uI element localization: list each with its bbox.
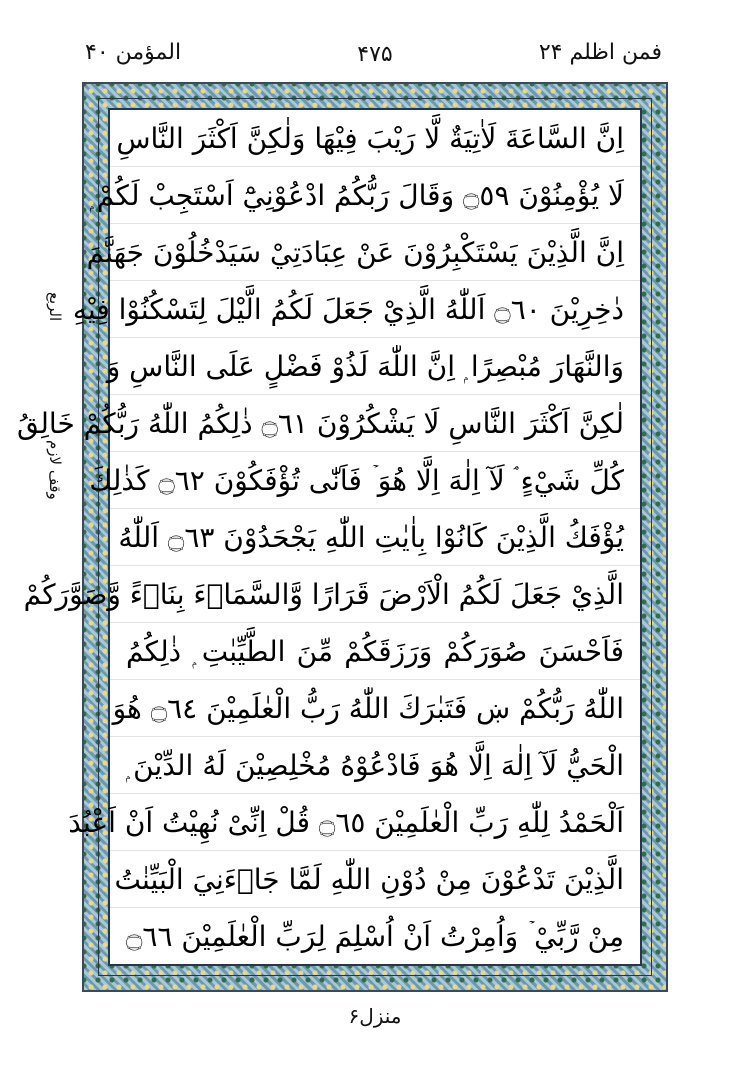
text-line: فَاَحْسَنَ صُوَرَكُمْ وَرَزَقَكُمْ مِّنَ الطَّيِّبٰتِ ۭ ذٰلِكُمُ — [110, 623, 640, 680]
juz-quarter-marker: الربع — [46, 292, 64, 322]
text-line: اللّٰهُ رَبُّكُمْ ښ فَتَبٰرَكَ اللّٰهُ رَبُّ الْعٰلَمِيْنَ ۝٦٤ هُوَ — [110, 680, 640, 737]
page-number: ۴۷۵ — [357, 42, 393, 67]
text-line: لَا يُؤْمِنُوْنَ ۝٥٩ وَقَالَ رَبُّكُمُ ادْعُوْنِيْٓ اَسْتَجِبْ لَكُمْ ۭ — [110, 167, 640, 224]
text-line: الَّذِيْنَ تَدْعُوْنَ مِنْ دُوْنِ اللّٰهِ لَمَّا جَاۗءَنِيَ الْبَيِّنٰتُ — [110, 851, 640, 908]
text-line: لٰكِنَّ اَكْثَرَ النَّاسِ لَا يَشْكُرُوْنَ ۝٦١ ذٰلِكُمُ اللّٰهُ رَبُّكُمْ خَالِقُ — [110, 395, 640, 452]
text-line: اِنَّ السَّاعَةَ لَاٰتِيَةٌ لَّا رَيْبَ فِيْهَا وَلٰكِنَّ اَكْثَرَ النَّاسِ — [110, 110, 640, 167]
surah-header: المؤمن ۴۰ — [85, 40, 182, 65]
text-line: الَّذِيْ جَعَلَ لَكُمُ الْاَرْضَ قَرَارًا وَّالسَّمَاۗءَ بِنَاۗءً وَّصَوَّرَكُمْ — [110, 566, 640, 623]
text-line: مِنْ رَّبِّيْ ۡ وَاُمِرْتُ اَنْ اُسْلِمَ لِرَبِّ الْعٰلَمِيْنَ ۝٦٦ — [126, 920, 624, 953]
text-line: اِنَّ الَّذِيْنَ يَسْتَكْبِرُوْنَ عَنْ عِبَادَتِيْ سَيَدْخُلُوْنَ جَهَنَّمَ — [110, 224, 640, 281]
waqf-marker: وقف لازم — [46, 440, 64, 500]
juz-header: فمن اظلم ۲۴ — [538, 40, 662, 65]
text-line: دٰخِرِيْنَ ۝٦٠ اَللّٰهُ الَّذِيْ جَعَلَ لَكُمُ الَّيْلَ لِتَسْكُنُوْا فِيْهِ — [110, 281, 640, 338]
text-line: وَالنَّهَارَ مُبْصِرًا ۭ اِنَّ اللّٰهَ لَذُوْ فَضْلٍ عَلَى النَّاسِ وَ — [110, 338, 640, 395]
manzil-footer: منزل۶ — [348, 1004, 402, 1028]
text-line: الْحَيُّ لَآ اِلٰهَ اِلَّا هُوَ فَادْعُوْهُ مُخْلِصِيْنَ لَهُ الدِّيْنَ ۭ — [110, 737, 640, 794]
text-line: اَلْحَمْدُ لِلّٰهِ رَبِّ الْعٰلَمِيْنَ ۝٦٥ قُلْ اِنِّىْ نُهِيْتُ اَنْ اَعْبُدَ — [110, 794, 640, 851]
text-line: يُؤْفَكُ الَّذِيْنَ كَانُوْا بِاٰيٰتِ اللّٰهِ يَجْحَدُوْنَ ۝٦٣ اَللّٰهُ — [110, 509, 640, 566]
text-line: كُلِّ شَيْءٍ ۘ لَآ اِلٰهَ اِلَّا هُوَ ۡ فَاَنّٰى تُؤْفَكُوْنَ ۝٦٢ كَذٰلِكَ — [110, 452, 640, 509]
